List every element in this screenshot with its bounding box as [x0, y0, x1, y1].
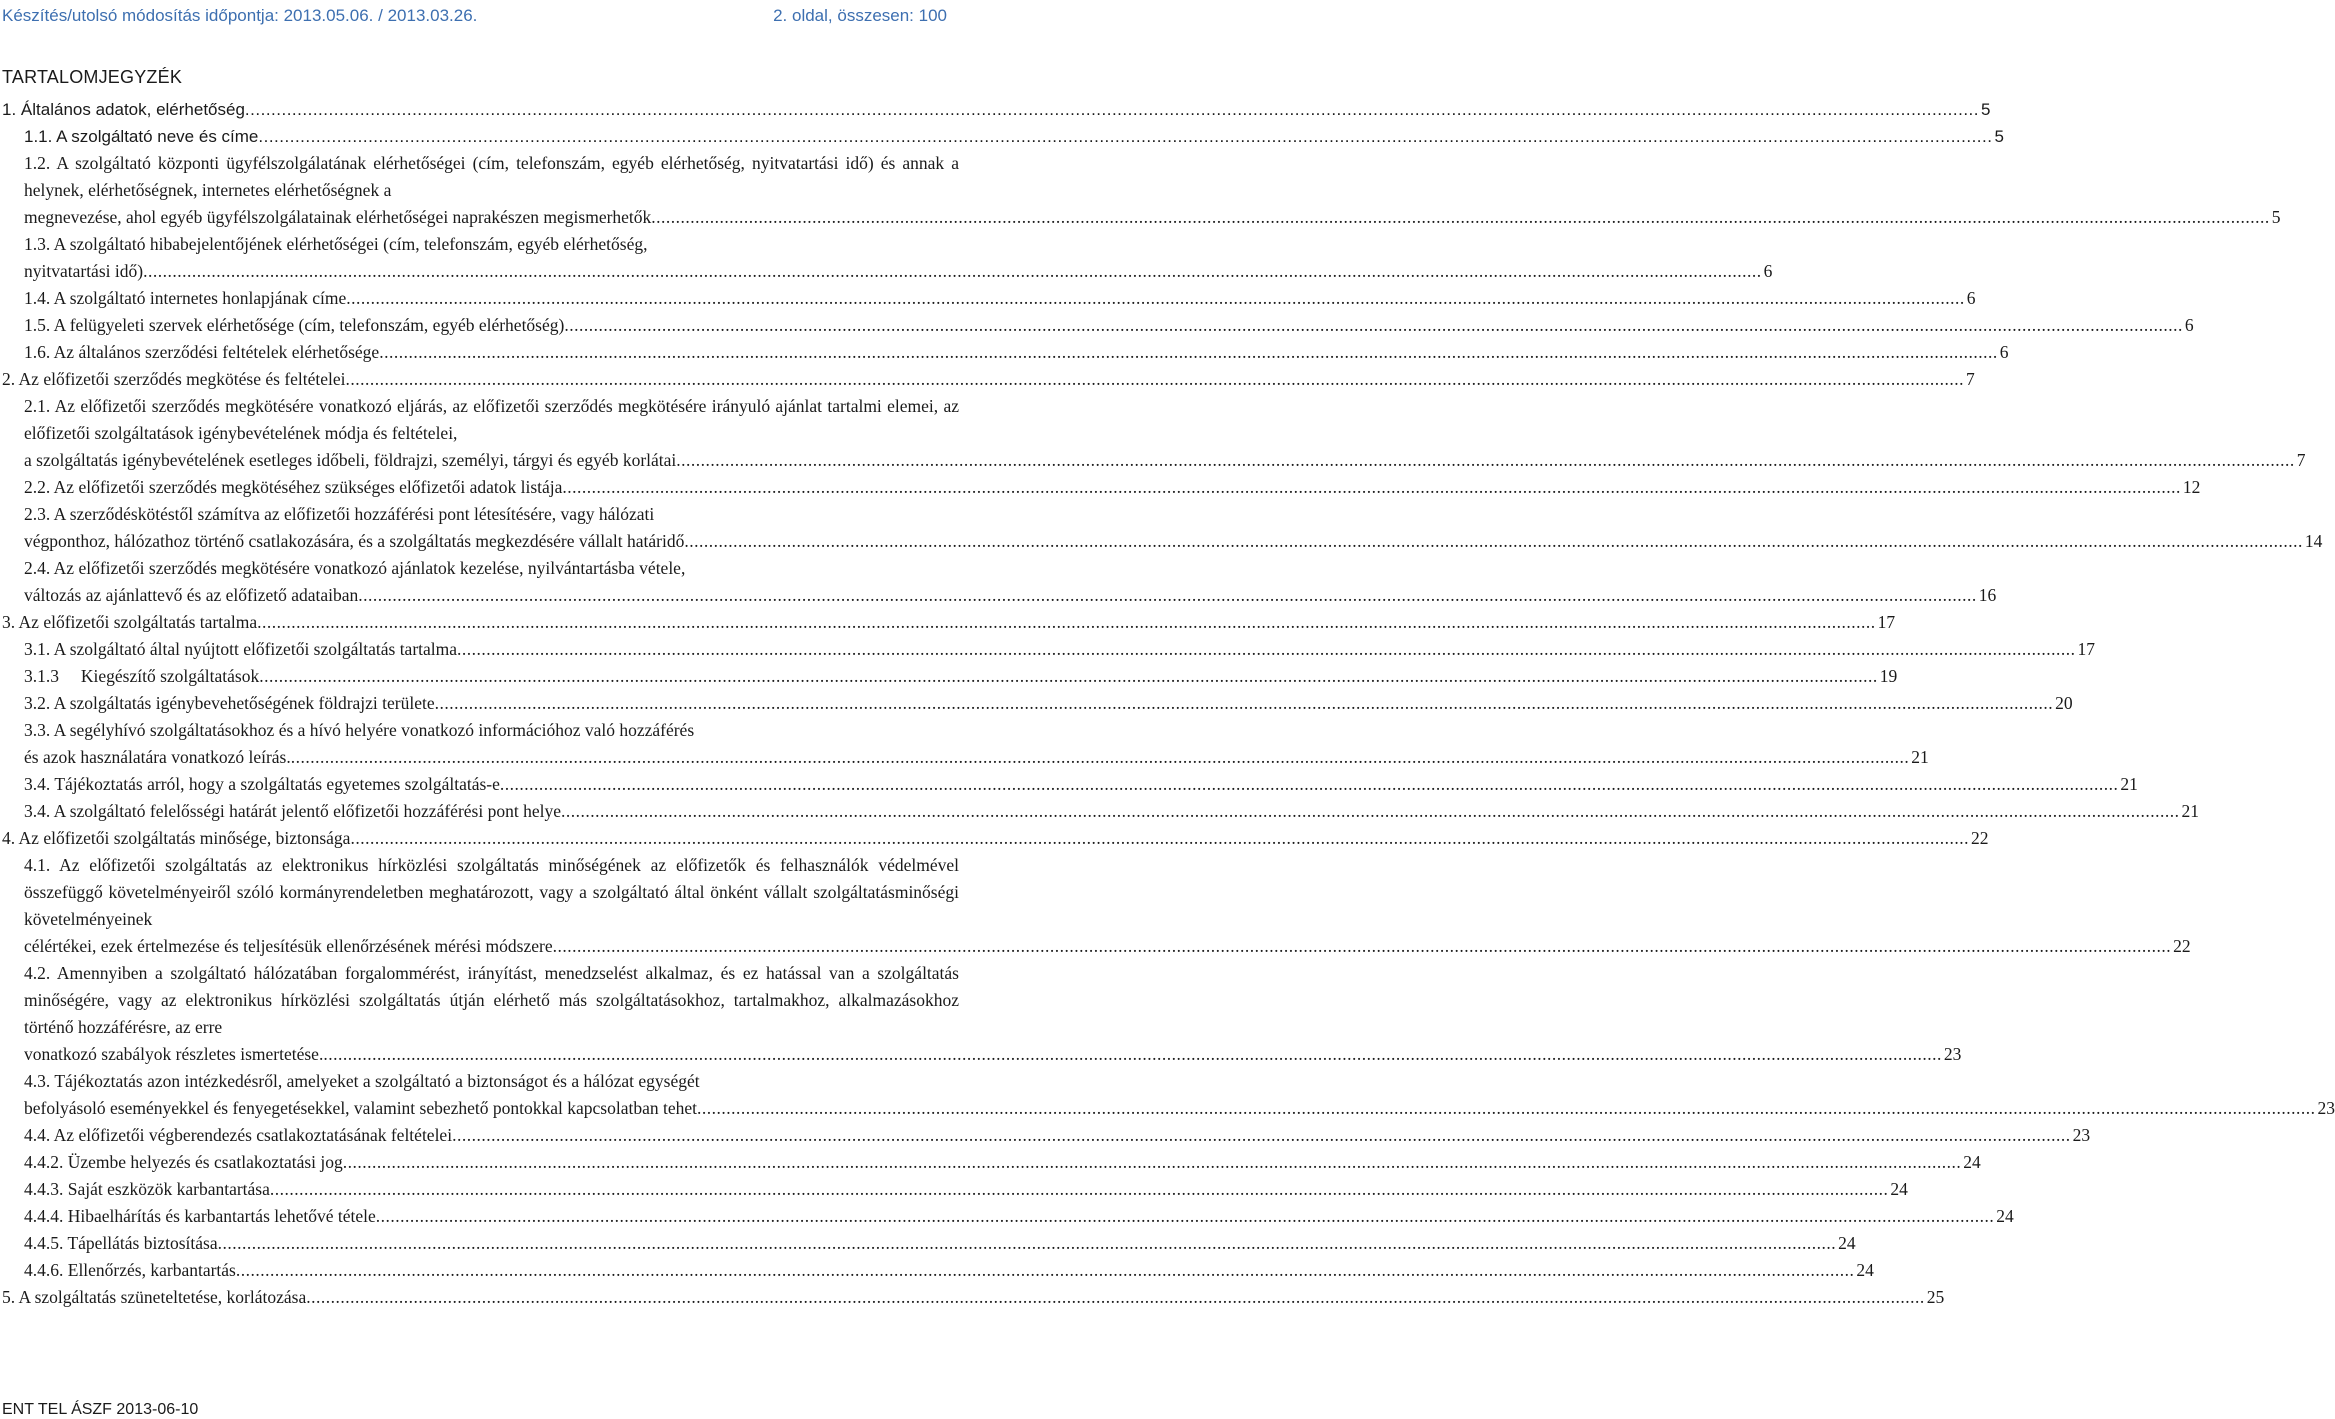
toc-page-number: 24 [1838, 1233, 1856, 1253]
dot-leader [218, 1230, 1837, 1257]
toc-entry-title: Az előfizetői szolgáltatás minősége, biztonsága [18, 828, 351, 848]
toc-entry-number: 3.2. [24, 693, 51, 713]
dot-leader [684, 528, 2303, 555]
toc-entry-title: Az előfizetői végberendezés csatlakoztatásának feltételei [53, 1125, 453, 1145]
toc-entry[interactable] [24, 555, 1997, 609]
toc-entry[interactable] [24, 339, 2009, 366]
dot-leader [500, 771, 2119, 798]
dot-leader [435, 690, 2054, 717]
toc-page-number: 7 [1966, 369, 1975, 389]
dot-leader [236, 1257, 1855, 1284]
toc-page-number: 6 [1763, 261, 1773, 281]
dot-leader [343, 1149, 1962, 1176]
toc-entry-number: 4.4.4. [24, 1206, 64, 1226]
toc-entry-number: 4.4. [24, 1125, 51, 1145]
toc-page-number: 20 [2055, 693, 2073, 713]
dot-leader [291, 744, 1910, 771]
dot-leader [257, 609, 1876, 636]
toc-page-number: 22 [2173, 936, 2191, 956]
toc-entry[interactable] [24, 636, 2096, 663]
toc-page-number: 23 [1943, 1044, 1962, 1064]
dot-leader [457, 636, 2076, 663]
dot-leader [379, 339, 1998, 366]
toc-entry-title: Tápellátás biztosítása [67, 1233, 218, 1253]
toc-entry-title: Az előfizetői szerződés megkötése és feltételei [18, 369, 346, 389]
toc-entry-title: Amennyiben a szolgáltató hálózatában forgalommérést, irányítást, menedzselést alkalmaz, és ez hatással van a szolgáltatás minőségére, vagy az elektronikus hírközlési szolgáltatás útján elérhető más szolgáltatásokhoz, tartalmakhoz, alkalmazásokhoz történő hozzáférésre, az erre [24, 963, 959, 1037]
dot-leader [564, 312, 2183, 339]
toc-entry-title: Tájékoztatás azon intézkedésről, amelyeket a szolgáltató a biztonságot és a hálózat egységét [54, 1071, 700, 1091]
toc-entry-number: 4.1. [24, 855, 51, 875]
toc-page-number: 5 [1994, 127, 2004, 146]
toc-entry[interactable] [2, 825, 1989, 852]
dot-leader [452, 1122, 2071, 1149]
toc-entry[interactable] [24, 1149, 1981, 1176]
toc-entry-title: Kiegészítő szolgáltatások [80, 666, 260, 686]
toc-entry[interactable] [24, 771, 2138, 798]
toc-entry[interactable] [24, 1068, 2335, 1122]
toc-entry[interactable] [24, 960, 1962, 1068]
toc-entry-number: 1.2. [24, 153, 51, 173]
toc-entry[interactable] [24, 312, 2194, 339]
toc-entry-number: 3.4. [24, 774, 51, 794]
toc-page-number: 19 [1879, 666, 1898, 686]
toc-entry-number: 3. [2, 612, 16, 632]
dot-leader [350, 825, 1969, 852]
toc-entry-title: Üzembe helyezés és csatlakoztatási jog [67, 1152, 343, 1172]
dot-leader [376, 1203, 1995, 1230]
toc-entry-number: 1. [2, 100, 17, 119]
toc-entry-title: Tájékoztatás arról, hogy a szolgáltatás egyetemes szolgáltatás-e [54, 774, 500, 794]
toc-page-number: 5 [1981, 100, 1991, 119]
toc-page-number: 21 [1911, 747, 1929, 767]
toc-entry[interactable] [24, 717, 1929, 771]
toc-entry-title: Általános adatok, elérhetőség [20, 100, 245, 119]
toc-entry[interactable] [24, 393, 2306, 474]
toc-entry-title-continued: befolyásoló eseményekkel és fenyegetésekkel, valamint sebezhető pontokkal kapcsolatban tehet [24, 1098, 698, 1118]
toc-page-number: 21 [2181, 801, 2199, 821]
dot-leader [346, 285, 1965, 312]
toc-page-number: 21 [2120, 774, 2138, 794]
toc-entry[interactable] [24, 285, 1976, 312]
toc-entry-number: 5. [2, 1287, 16, 1307]
toc-entry[interactable] [2, 1284, 1945, 1311]
dot-leader [245, 96, 1979, 123]
toc-entry-title-continued: megnevezése, ahol egyéb ügyfélszolgálatainak elérhetőségei naprakészen megismerhetők [24, 207, 652, 227]
toc-page-number: 6 [2184, 315, 2194, 335]
toc-entry[interactable] [24, 1257, 1874, 1284]
toc-page-number: 24 [1856, 1260, 1874, 1280]
toc-entry-title: A szolgáltató központi ügyfélszolgálatának elérhetőségei (cím, telefonszám, egyéb elérhetőség, nyitvatartási idő) és annak a helynek, elérhetőségnek, internetes elérhetőségnek a [24, 153, 959, 200]
document-footer: ENT TEL ÁSZF 2013-06-10 [2, 1401, 199, 1418]
toc-entry-title: A szolgáltató internetes honlapjának címe [53, 288, 347, 308]
toc-entry[interactable] [2, 609, 1896, 636]
toc-entry-number: 3.1.3 [24, 666, 59, 686]
toc-entry-number: 3.3. [24, 720, 51, 740]
toc-title: TARTALOMJEGYZÉK [2, 67, 183, 87]
toc-page-number: 25 [1926, 1287, 1945, 1307]
toc-entry-number: 2.1. [24, 396, 51, 416]
toc-entry-number: 4.3. [24, 1071, 51, 1091]
toc-entry-title: A szolgáltatás szüneteltetése, korlátozása [18, 1287, 307, 1307]
toc-entry-number: 1.1. [24, 127, 53, 146]
toc-entry-number: 4.2. [24, 963, 51, 983]
toc-entry[interactable] [2, 96, 1991, 123]
dot-leader [561, 798, 2180, 825]
toc-entry-title-continued: vonatkozó szabályok részletes ismertetése. [24, 1044, 324, 1064]
toc-entry-title-continued: és azok használatára vonatkozó leírás. [24, 747, 291, 767]
toc-page-number: 24 [1890, 1179, 1908, 1199]
toc-entry[interactable] [2, 366, 1975, 393]
toc-entry[interactable] [24, 474, 2201, 501]
toc-page-number: 17 [1877, 612, 1896, 632]
toc-entry-title: Az előfizetői szerződés megkötésére vonatkozó eljárás, az előfizetői szerződés megkötésére irányuló ajánlat tartalmi elemei, az előfizetői szolgáltatások igénybevételének módja és feltételei, [24, 396, 959, 443]
toc-entry-title: Az általános szerződési feltételek elérhetősége [53, 342, 380, 362]
toc-entry-number: 4. [2, 828, 16, 848]
toc-entry-number: 4.4.5. [24, 1233, 64, 1253]
toc-entry-title: A szolgáltató által nyújtott előfizetői szolgáltatás tartalma [53, 639, 458, 659]
toc-entry[interactable] [24, 231, 1773, 285]
toc-entry[interactable] [24, 852, 2191, 960]
toc-entry[interactable] [24, 1176, 1908, 1203]
dot-leader [143, 258, 1762, 285]
toc-entry[interactable] [24, 690, 2073, 717]
toc-entry-title: Az előfizetői szolgáltatás tartalma [18, 612, 258, 632]
dot-leader [562, 474, 2181, 501]
toc-page-number: 12 [2182, 477, 2201, 497]
toc-page-number: 5 [2271, 207, 2281, 227]
dot-leader [306, 1284, 1925, 1311]
dot-leader [259, 663, 1878, 690]
toc-entry-number: 4.4.3. [24, 1179, 64, 1199]
toc-entry[interactable] [24, 798, 2199, 825]
toc-entry-title: Az előfizetői szerződés megkötéséhez szükséges előfizetői adatok listája [53, 477, 563, 497]
toc-page-number: 17 [2077, 639, 2096, 659]
toc-entry[interactable] [24, 150, 2281, 231]
toc-entry-title: A szolgáltatás igénybevehetőségének földrajzi területe [53, 693, 435, 713]
dot-leader [553, 933, 2172, 960]
toc-page-number: 24 [1963, 1152, 1981, 1172]
toc-entry-title: A szolgáltató felelősségi határát jelentő előfizetői hozzáférési pont helye [53, 801, 561, 821]
toc-entry[interactable] [24, 1203, 2014, 1230]
modification-date: Készítés/utolsó módosítás időpontja: 2013.05.06. / 2013.03.26. [2, 6, 478, 25]
toc-entry-number: 2.2. [24, 477, 51, 497]
toc-entry-title-continued: végponthoz, hálózathoz történő csatlakozására, és a szolgáltatás megkezdésére vállalt határidő [24, 531, 685, 551]
toc-entry-number: 3.4. [24, 801, 51, 821]
page-header [0, 0, 960, 36]
dot-leader [258, 123, 1992, 150]
toc-entry-title: A felügyeleti szervek elérhetősége (cím, telefonszám, egyéb elérhetőség) [53, 315, 565, 335]
toc-entry-title-continued: változás az ajánlattevő és az előfizető adataiban [24, 585, 359, 605]
toc-entry-title: A szolgáltató hibabejelentőjének elérhetőségei (cím, telefonszám, egyéb elérhetőség, [53, 234, 648, 254]
toc-entry-title: A szerződéskötéstől számítva az előfizetői hozzáférési pont létesítésére, vagy hálózati [53, 504, 655, 524]
toc-entry-number: 2. [2, 369, 16, 389]
toc-entry-number: 4.4.6. [24, 1260, 64, 1280]
page-number: 2. oldal, összesen: 100 [773, 6, 947, 25]
toc-page-number: 6 [1999, 342, 2009, 362]
toc-entry-title-continued: célértékei, ezek értelmezése és teljesítésük ellenőrzésének mérési módszere [24, 936, 553, 956]
toc-entry-title: Ellenőrzés, karbantartás [67, 1260, 236, 1280]
toc-page-number: 14 [2304, 531, 2323, 551]
dot-leader [270, 1176, 1889, 1203]
toc-entry-title-continued: a szolgáltatás igénybevételének esetleges időbeli, földrajzi, személyi, tárgyi és egyéb korlátai [24, 450, 677, 470]
toc-entry-number: 1.4. [24, 288, 51, 308]
toc-entry-number: 1.5. [24, 315, 51, 335]
toc-page-number: 23 [2317, 1098, 2335, 1118]
toc-entry-number: 4.4.2. [24, 1152, 64, 1172]
toc-page-number: 23 [2072, 1125, 2091, 1145]
toc-entry[interactable] [24, 123, 2004, 150]
dot-leader [676, 447, 2295, 474]
toc-page-number: 6 [1966, 288, 1976, 308]
dot-leader [323, 1041, 1942, 1068]
dot-leader [697, 1095, 2316, 1122]
toc-page-number: 16 [1978, 585, 1997, 605]
toc-entry-title: A segélyhívó szolgáltatásokhoz és a hívó helyére vonatkozó információhoz való hozzáférés [53, 720, 695, 740]
toc-entry-title: Az előfizetői szerződés megkötésére vonatkozó ajánlatok kezelése, nyilvántartásba vétele, [53, 558, 686, 578]
toc-page-number: 22 [1970, 828, 1989, 848]
toc-entry-number: 2.3. [24, 504, 51, 524]
toc-entry-title: Saját eszközök karbantartása [67, 1179, 270, 1199]
dot-leader [358, 582, 1977, 609]
toc-entry-title: Az előfizetői szolgáltatás az elektronikus hírközlési szolgáltatás minőségének az előfizetők és felhasználók védelmével összefüggő követelményeiről szóló kormányrendeletben meghatározott, vagy a szolgáltató által önként vállalt szolgáltatásminőségi követelményeinek [24, 855, 959, 929]
toc-entry[interactable] [24, 1122, 2091, 1149]
toc-entry-number: 1.6. [24, 342, 51, 362]
toc-entry-number: 3.1. [24, 639, 51, 659]
toc-entry[interactable] [24, 501, 2323, 555]
toc-entry-title: A szolgáltató neve és címe [56, 127, 259, 146]
toc-entry[interactable] [24, 663, 1898, 690]
toc-entry-number: 2.4. [24, 558, 51, 578]
toc-entry[interactable] [24, 1230, 1856, 1257]
toc-entry-title-continued: nyitvatartási idő) [24, 261, 144, 281]
dot-leader [346, 366, 1965, 393]
toc-entry-title: Hibaelhárítás és karbantartás lehetővé tétele [67, 1206, 376, 1226]
dot-leader [651, 204, 2270, 231]
toc-entry-number: 1.3. [24, 234, 51, 254]
toc-page-number: 24 [1996, 1206, 2014, 1226]
toc-page-number: 7 [2296, 450, 2306, 470]
